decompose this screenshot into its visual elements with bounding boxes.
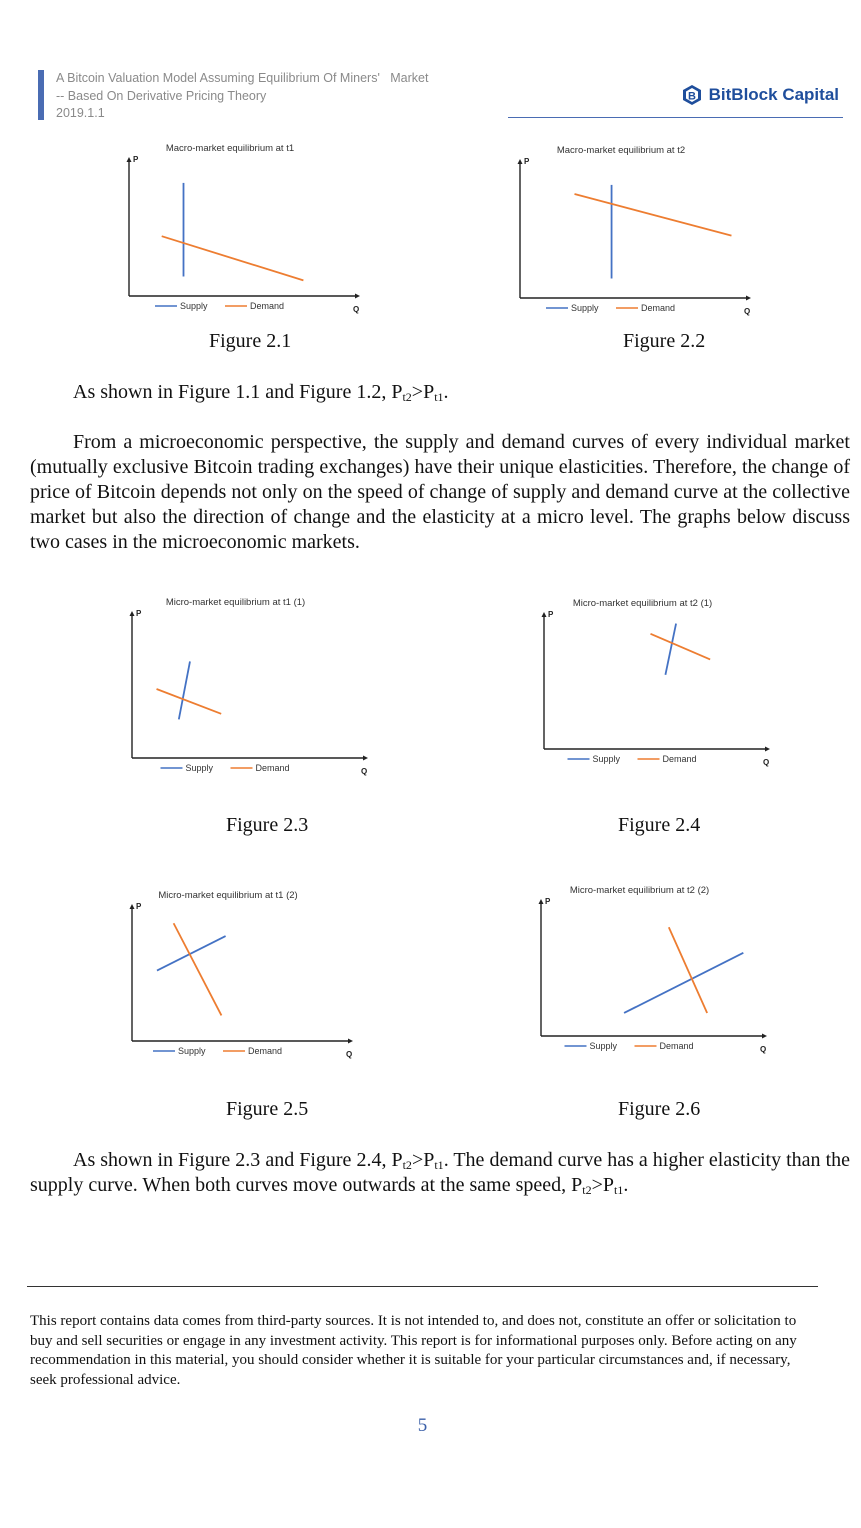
chart-title: Micro-market equilibrium at t1 (1) xyxy=(165,597,306,608)
chart-figure-2-2 xyxy=(506,140,756,320)
report-date: 2019.1.1 xyxy=(56,106,105,120)
brand-logo xyxy=(681,84,839,106)
x-axis-arrow xyxy=(355,294,360,299)
chart-figure-2-3 xyxy=(118,592,373,780)
page-number: 5 xyxy=(417,1415,428,1436)
x-axis-arrow xyxy=(765,747,770,752)
series-line-demand xyxy=(575,194,732,236)
paragraph-1: As shown in Figure 1.1 and Figure 1.2, $P_{t2}>P_{t1}$. xyxy=(73,381,449,404)
series-line-demand xyxy=(669,927,707,1013)
series-line-supply xyxy=(157,936,226,971)
chart-title: Micro-market equilibrium at t2 (1) xyxy=(572,598,713,609)
chart-figure-2-1 xyxy=(115,138,365,318)
caption-figure-2-1: Figure 2.1 xyxy=(209,330,292,352)
y-axis-label: P xyxy=(545,897,551,906)
y-axis-arrow xyxy=(518,159,523,164)
x-axis-label: Q xyxy=(346,1050,353,1059)
legend-label-demand: Demand xyxy=(641,303,676,313)
legend-label-supply: Supply xyxy=(180,301,208,311)
legend-label-demand: Demand xyxy=(662,754,697,764)
y-axis-label: P xyxy=(548,610,554,619)
report-title-line1: A Bitcoin Valuation Model Assuming Equilibrium Of Miners' Market xyxy=(56,71,429,85)
y-axis-label: P xyxy=(136,902,142,911)
y-axis-arrow xyxy=(130,611,135,616)
series-line-demand xyxy=(157,689,222,714)
footer-rule xyxy=(27,1286,818,1287)
y-axis-arrow xyxy=(539,899,544,904)
x-axis-label: Q xyxy=(744,307,751,316)
caption-figure-2-6: Figure 2.6 xyxy=(618,1098,701,1120)
x-axis-label: Q xyxy=(353,305,360,314)
y-axis-label: P xyxy=(524,157,530,166)
paragraph-3: As shown in Figure 2.3 and Figure 2.4, $P_{t2}>P_{t1}$. The demand curve has a higher elasticity than the supply curve. When both curves move outwards at the same speed, $P_{t2}>P_{t1}$. xyxy=(30,1149,850,1197)
paragraph-2: From a microeconomic perspective, the supply and demand curves of every individual market (mutually exclusive Bitcoin trading exchanges) have their unique elasticities. Therefore, the change of price of Bitcoin depends not only on the speed of change of supply and demand curve at the collective market but also the direction of change and the elasticity at a micro level. The graphs below discuss two cases in the microeconomic markets. xyxy=(30,431,850,553)
legend-label-supply: Supply xyxy=(571,303,599,313)
brand-name: BitBlock Capital xyxy=(708,85,839,104)
x-axis-arrow xyxy=(363,756,368,761)
x-axis-label: Q xyxy=(763,758,770,767)
header-rule xyxy=(508,117,843,118)
header-accent-bar xyxy=(38,70,44,120)
caption-figure-2-3: Figure 2.3 xyxy=(226,814,309,836)
x-axis-arrow xyxy=(746,296,751,301)
legend-label-supply: Supply xyxy=(185,763,214,773)
x-axis-label: Q xyxy=(760,1045,767,1054)
legend-label-demand: Demand xyxy=(250,301,285,311)
chart-figure-2-4 xyxy=(530,593,775,771)
y-axis-arrow xyxy=(130,904,135,909)
series-line-demand xyxy=(651,634,711,660)
caption-figure-2-2: Figure 2.2 xyxy=(623,330,706,352)
x-axis-arrow xyxy=(762,1034,767,1039)
legend-label-demand: Demand xyxy=(255,763,290,773)
chart-title: Micro-market equilibrium at t2 (2) xyxy=(569,885,710,896)
chart-title: Micro-market equilibrium at t1 (2) xyxy=(158,890,298,901)
chart-title: Macro-market equilibrium at t2 xyxy=(556,145,686,156)
caption-figure-2-4: Figure 2.4 xyxy=(618,814,701,836)
legend-label-demand: Demand xyxy=(659,1041,694,1051)
series-line-supply xyxy=(179,661,190,719)
legend-label-supply: Supply xyxy=(589,1041,618,1051)
series-line-supply xyxy=(665,624,676,675)
series-line-demand xyxy=(174,923,222,1015)
y-axis-label: P xyxy=(136,609,142,618)
legend-label-supply: Supply xyxy=(178,1046,206,1056)
report-title-line2: -- Based On Derivative Pricing Theory xyxy=(56,89,267,103)
disclaimer: This report contains data comes from third-party sources. It is not intended to, and does not, constitute an offer or solicitation to buy and sell securities or engage in any investment activity. This report is for informational purposes only. Before acting on any recommendation in this material, you should consider whether it is suitable for your particular circumstances and, if necessary, seek professional advice. xyxy=(30,1313,797,1388)
y-axis-arrow xyxy=(542,612,547,617)
x-axis-arrow xyxy=(348,1039,353,1044)
x-axis-label: Q xyxy=(361,767,368,776)
svg-text:B: B xyxy=(687,90,696,103)
chart-figure-2-6 xyxy=(527,880,772,1058)
y-axis-label: P xyxy=(133,155,139,164)
caption-figure-2-5: Figure 2.5 xyxy=(226,1098,309,1120)
legend-label-supply: Supply xyxy=(592,754,621,764)
y-axis-arrow xyxy=(127,157,132,162)
chart-figure-2-5 xyxy=(118,885,358,1063)
chart-title: Macro-market equilibrium at t1 xyxy=(165,143,295,154)
b-logo-icon xyxy=(681,84,703,106)
legend-label-demand: Demand xyxy=(248,1046,283,1056)
